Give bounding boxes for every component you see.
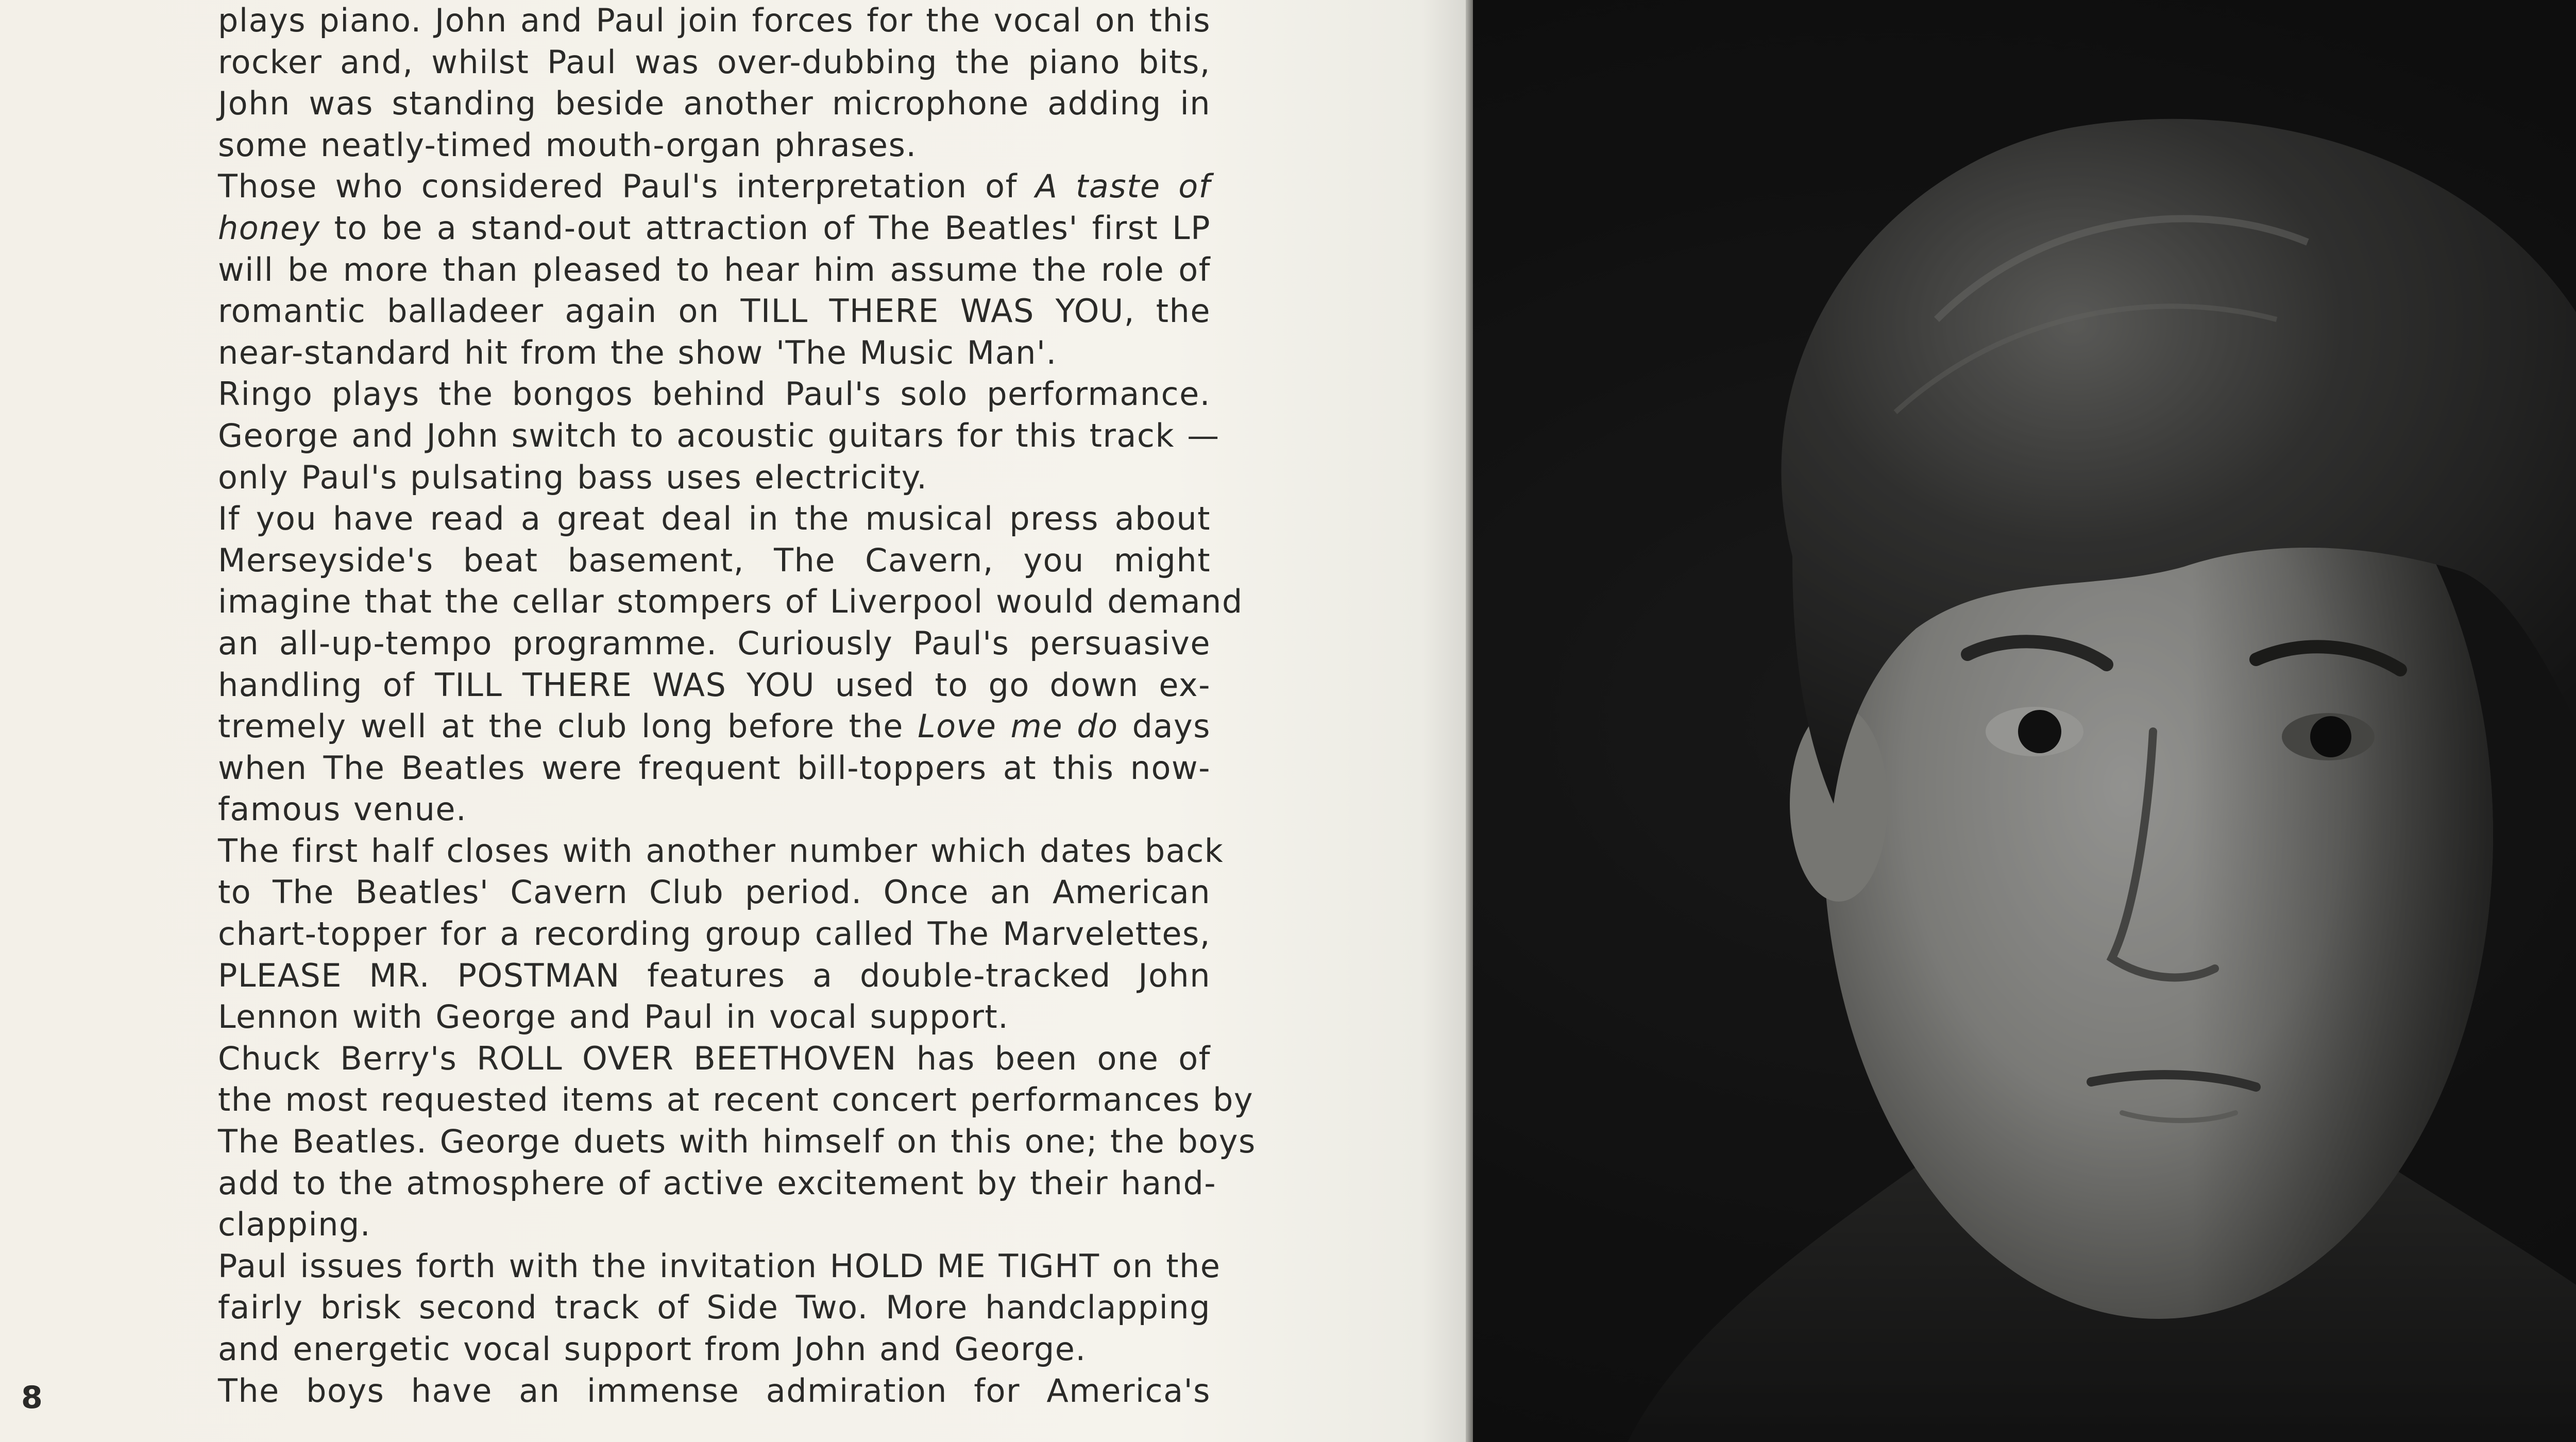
text-line: If you have read a great deal in the musical press about (218, 500, 1211, 538)
portrait-photo (1473, 0, 2576, 1442)
text-line: fairly brisk second track of Side Two. More handclapping (218, 1288, 1211, 1327)
italic-title: Love me do (918, 707, 1118, 745)
text-line: to The Beatles' Cavern Club period. Once an American (218, 873, 1211, 911)
text-line: some neatly-timed mouth-organ phrases. (218, 126, 917, 164)
text-line: PLEASE MR. POSTMAN features a double-tracked John (218, 956, 1211, 994)
right-page (1473, 0, 2576, 1442)
text-line: handling of TILL THERE WAS YOU used to go down ex- (218, 666, 1211, 704)
text-line: the most requested items at recent concert performances by (218, 1081, 1254, 1119)
book-gutter (1466, 0, 1473, 1442)
text-line: tremely well at the club long before the Love me do days (218, 707, 1211, 745)
text-line: Chuck Berry's ROLL OVER BEETHOVEN has been one of (218, 1039, 1211, 1077)
text-line: The first half closes with another number which dates back (218, 832, 1224, 870)
text-line: near-standard hit from the show 'The Music Man'. (218, 333, 1057, 371)
text-line: The boys have an immense admiration for America's (218, 1371, 1211, 1410)
text-line: will be more than pleased to hear him assume the role of (218, 250, 1211, 289)
text-line: romantic balladeer again on TILL THERE WAS YOU, the (218, 292, 1211, 330)
text-line: The Beatles. George duets with himself on this one; the boys (218, 1123, 1256, 1161)
paragraph (218, 498, 1243, 830)
text-line: Those who considered Paul's interpretation of A taste of (218, 167, 1211, 206)
text-line: rocker and, whilst Paul was over-dubbing the piano bits, (218, 43, 1211, 81)
text-line: John was standing beside another microphone adding in (218, 84, 1211, 123)
text-line: clapping. (218, 1206, 371, 1244)
paragraph (218, 830, 1224, 1038)
text-line: only Paul's pulsating bass uses electricity. (218, 458, 928, 496)
text-line: chart-topper for a recording group called The Marvelettes, (218, 915, 1211, 953)
text-line: and energetic vocal support from John and George. (218, 1330, 1087, 1368)
paragraph (218, 1370, 1211, 1412)
text-line: when The Beatles were frequent bill-toppers at this now- (218, 749, 1211, 787)
text-line: famous venue. (218, 790, 467, 828)
text-line: Paul issues forth with the invitation HOLD ME TIGHT on the (218, 1247, 1221, 1285)
text-line: plays piano. John and Paul join forces for the vocal on this (218, 2, 1211, 39)
text-line: Ringo plays the bongos behind Paul's solo performance. (218, 375, 1211, 413)
text-line: add to the atmosphere of active excitement by their hand- (218, 1164, 1217, 1202)
text-line: imagine that the cellar stompers of Liverpool would demand (218, 583, 1243, 621)
paragraph (218, 374, 1220, 498)
text-line: an all-up-tempo programme. Curiously Paul's persuasive (218, 624, 1211, 662)
text-line: Merseyside's beat basement, The Cavern, you might (218, 541, 1211, 579)
paragraph (218, 1038, 1256, 1246)
paragraph (218, 1246, 1221, 1370)
italic-title: A taste of (1035, 167, 1211, 206)
body-text (218, 0, 1256, 1412)
text-line: Lennon with George and Paul in vocal support. (218, 998, 1009, 1036)
page-number: 8 (21, 1380, 43, 1416)
text-line: honey to be a stand-out attraction of The Beatles' first LP (218, 209, 1211, 247)
paragraph (218, 0, 1211, 166)
paragraph (218, 166, 1211, 374)
text-line: George and John switch to acoustic guitars for this track — (218, 416, 1220, 454)
italic-title: honey (218, 209, 320, 247)
